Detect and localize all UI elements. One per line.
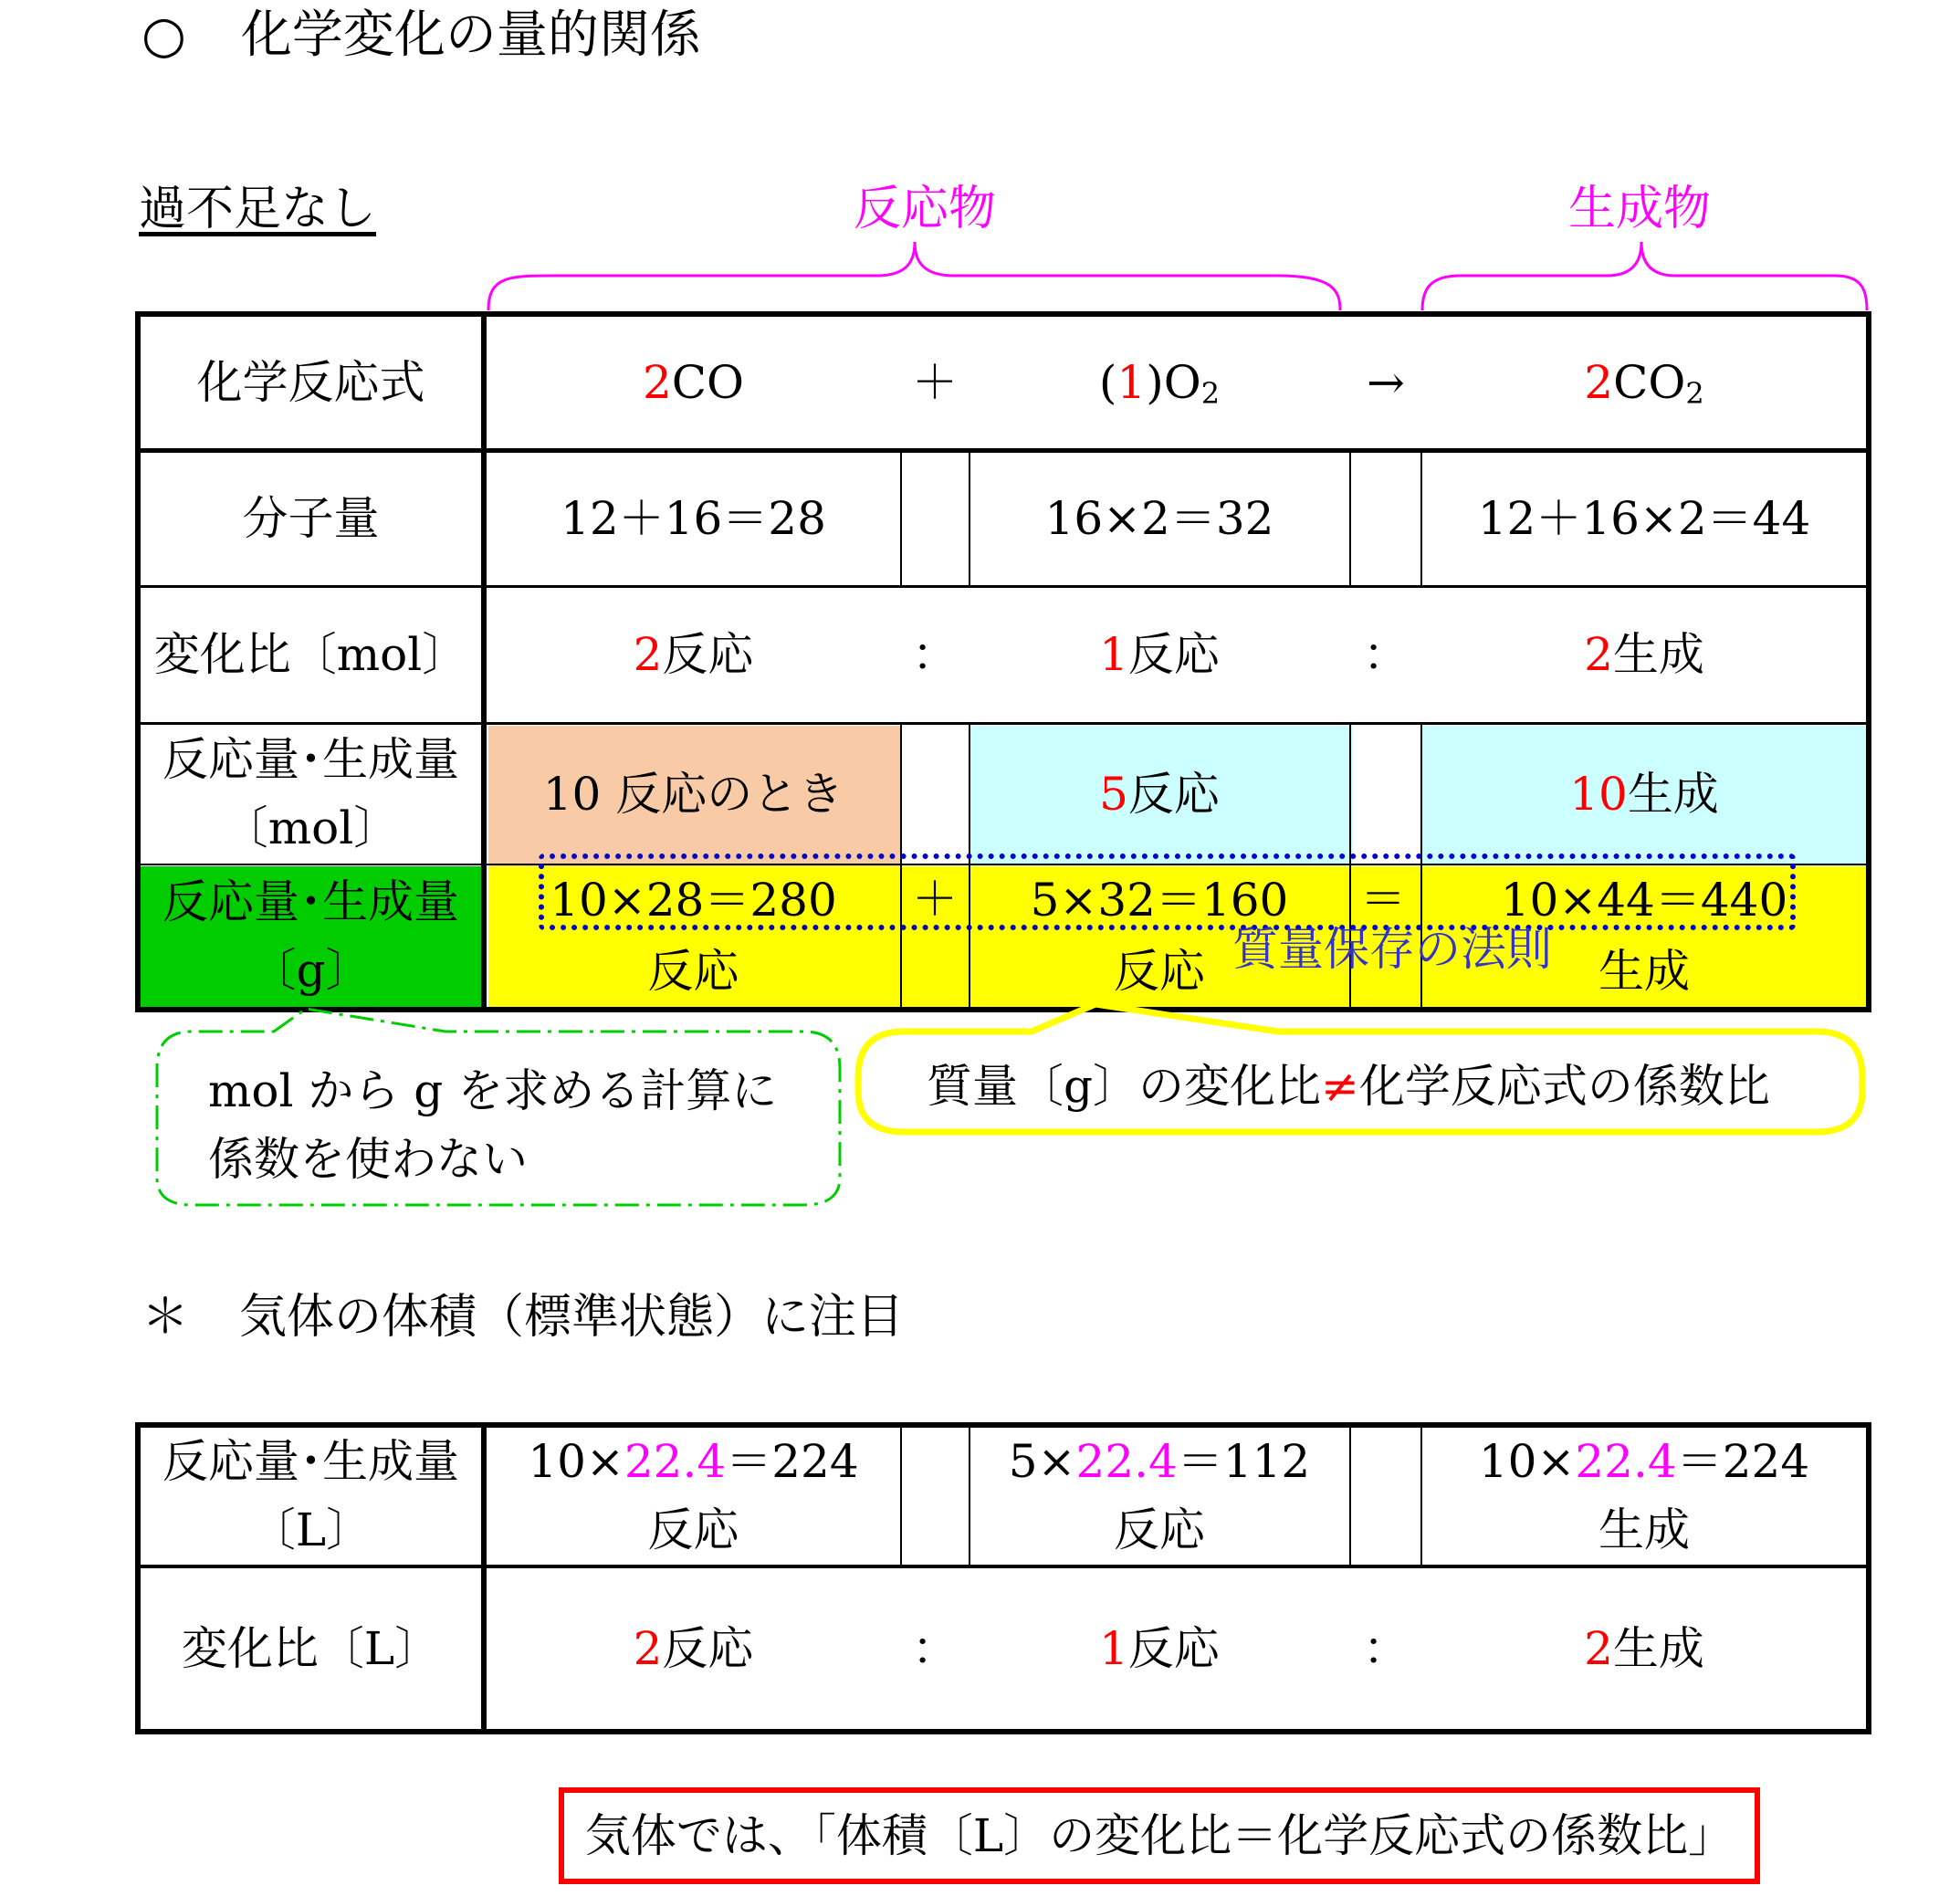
- mw-co: 12＋16＝28: [561, 492, 826, 546]
- ratio-sep-2: ：: [1363, 628, 1409, 682]
- g-co: 10×28＝280 反応: [550, 874, 837, 998]
- eq-o2-coef: 1: [1116, 355, 1147, 409]
- title-text: 化学変化の量的関係: [240, 5, 701, 65]
- ratio-o2: 1 反応: [1099, 628, 1220, 682]
- gas-conclusion-text: 気体では、「体積〔L〕の変化比＝化学反応式の係数比」: [584, 1809, 1735, 1862]
- mass-conservation-label: 質量保存の法則: [1232, 923, 1552, 976]
- row-label-molecular-weight: 分子量: [242, 492, 380, 546]
- g-plus: ＋: [912, 873, 958, 926]
- eq-co-coef: 2: [642, 355, 672, 409]
- title-mark: ○: [141, 5, 186, 65]
- ratio-sep-1: ：: [912, 628, 958, 682]
- vol-co: 10×22.4＝224 反応: [528, 1435, 859, 1556]
- eq-plus: ＋: [912, 355, 958, 409]
- vol-co2: 10×22.4＝224 生成: [1478, 1435, 1810, 1556]
- g-o2: 5×32＝160 反応: [1030, 874, 1289, 998]
- green-note: mol から g を求める計算に 係数を使わない: [208, 1064, 778, 1186]
- ratio-co: 2 反応: [633, 628, 754, 682]
- ratio-l-sep-2: ：: [1363, 1621, 1409, 1675]
- ratio-l-o2: 1 反応: [1099, 1621, 1220, 1675]
- eq-arrow: →: [1367, 355, 1405, 409]
- eq-co-formula: CO: [671, 355, 745, 409]
- row-label-ratio-mol: 変化比〔mol〕: [153, 628, 468, 682]
- vol-o2: 5×22.4＝112 反応: [1008, 1435, 1311, 1556]
- mol-o2: 5 反応: [1099, 767, 1220, 821]
- mol-co: 10 反応のとき: [542, 767, 844, 821]
- brace-label-reactant: 反応物: [854, 182, 997, 236]
- section-heading-gas-volume: ＊ 気体の体積（標準状態）に注目: [141, 1290, 905, 1345]
- row-label-amount-mol: 反応量･生成量 〔mol〕: [162, 733, 459, 854]
- mol-co2: 10 生成: [1569, 767, 1719, 821]
- brace-label-product: 生成物: [1568, 182, 1712, 236]
- g-equals: ＝: [1360, 873, 1406, 926]
- eq-co2: 2 CO 2: [1422, 317, 1866, 448]
- section-heading-no-excess: 過不足なし: [139, 182, 377, 236]
- ratio-l-co: 2 反応: [633, 1621, 754, 1675]
- ratio-co2: 2 生成: [1584, 628, 1704, 682]
- mw-co2: 12＋16×2＝44: [1477, 492, 1811, 546]
- row-label-amount-l: 反応量･生成量 〔L〕: [162, 1435, 459, 1556]
- row-label-equation: 化学反応式: [196, 355, 425, 409]
- g-co2: 10×44＝440 生成: [1500, 874, 1788, 998]
- mw-o2: 16×2＝32: [1044, 492, 1274, 546]
- eq-o2: ( 1 )O 2: [970, 317, 1349, 448]
- gas-conclusion-box: [559, 1787, 1760, 1884]
- row-label-amount-g: 反応量･生成量 〔g〕: [162, 875, 459, 997]
- yellow-note: 質量〔g〕の変化比≠化学反応式の係数比: [927, 1060, 1770, 1113]
- row-label-ratio-l: 変化比〔L〕: [181, 1621, 441, 1675]
- eq-co2-coef: 2: [1584, 355, 1614, 409]
- ratio-l-co2: 2 生成: [1584, 1621, 1704, 1675]
- ratio-l-sep-1: ：: [912, 1621, 958, 1675]
